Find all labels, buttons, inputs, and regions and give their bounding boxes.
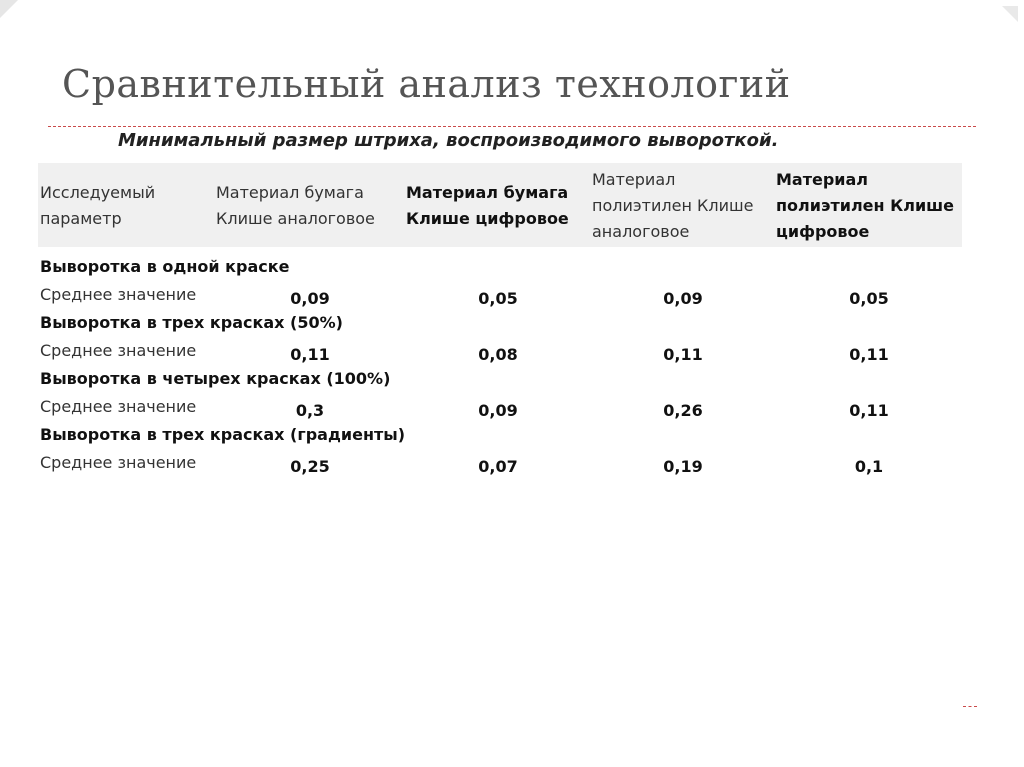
metric-label: Среднее значение [40, 341, 197, 360]
cell-value: 0,05 [849, 288, 889, 308]
header-polyethylene-analog: Материал полиэтилен Клише аналоговое [592, 170, 754, 241]
cell-value: 0,1 [854, 456, 884, 476]
cell-value: 0,11 [290, 344, 330, 364]
table-row [38, 337, 962, 365]
table-row [38, 393, 962, 421]
cell-value: 0,09 [663, 288, 703, 308]
cell-value: 0,07 [478, 456, 518, 476]
group-label-row [38, 421, 962, 449]
corner-mark-decoration [1002, 6, 1018, 22]
cell-value: 0,05 [478, 288, 518, 308]
group-label-row [38, 365, 962, 393]
cell-value: 0,09 [290, 288, 330, 308]
cell-value: 0,11 [849, 344, 889, 364]
cell-value: 0,19 [663, 456, 703, 476]
slide-title: Сравнительный анализ технологий [62, 62, 791, 106]
header-paper-analog: Материал бумага Клише аналоговое [216, 183, 375, 228]
cell-value: 0,25 [290, 456, 330, 476]
group-label: Выворотка в одной краске [40, 257, 290, 276]
cell-value: 0,3 [295, 400, 325, 420]
group-label: Выворотка в четырех красках (100%) [40, 369, 391, 388]
group-label-row [38, 247, 962, 281]
metric-label: Среднее значение [40, 397, 197, 416]
table-row [38, 281, 962, 309]
header-paper-digital: Материал бумага Клише цифровое [406, 183, 569, 228]
table-row [38, 449, 962, 477]
title-divider [48, 126, 976, 127]
cell-value: 0,11 [663, 344, 703, 364]
comparison-table [38, 163, 962, 477]
cell-value: 0,26 [663, 400, 703, 420]
header-polyethylene-digital: Материал полиэтилен Клише цифровое [776, 170, 954, 241]
metric-label: Среднее значение [40, 285, 197, 304]
cell-value: 0,09 [478, 400, 518, 420]
table-header-row [38, 163, 962, 247]
group-label-row [38, 309, 962, 337]
corner-fold-decoration [0, 0, 18, 18]
metric-label: Среднее значение [40, 453, 197, 472]
group-label: Выворотка в трех красках (градиенты) [40, 425, 406, 444]
slide-footer-mark [963, 706, 977, 707]
cell-value: 0,11 [849, 400, 889, 420]
group-label: Выворотка в трех красках (50%) [40, 313, 343, 332]
header-parameter: Исследуемый параметр [40, 183, 156, 228]
cell-value: 0,08 [478, 344, 518, 364]
slide-subtitle: Минимальный размер штриха, воспроизводимого вывороткой. [118, 130, 779, 151]
